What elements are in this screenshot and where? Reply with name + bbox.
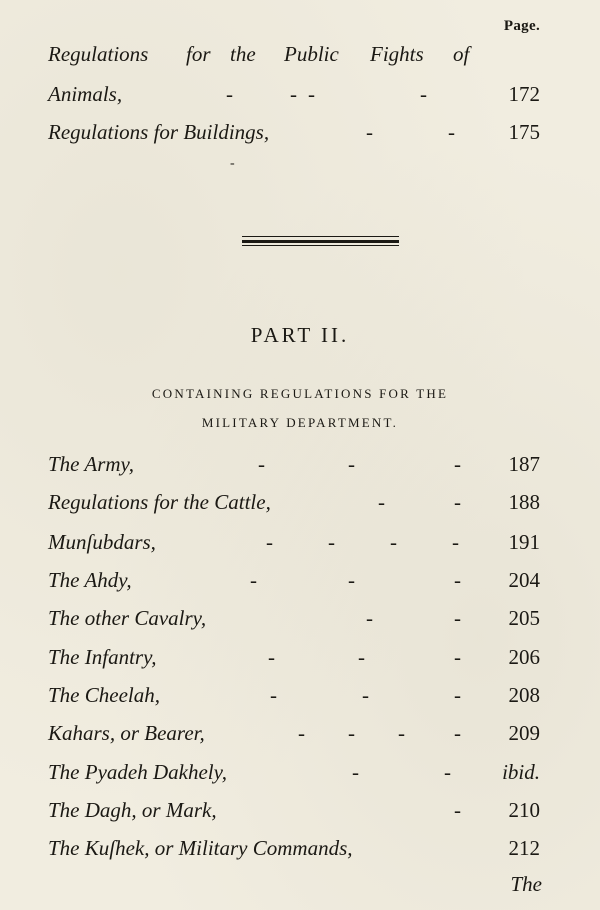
leader-dash: - bbox=[454, 645, 461, 669]
toc-entry-page: 204 bbox=[508, 568, 540, 592]
toc-entry bbox=[48, 490, 544, 524]
toc-entry-title: Regulations for the Cattle, bbox=[48, 490, 271, 514]
toc-entry-page: 172 bbox=[508, 82, 540, 106]
toc-entry-page: 175 bbox=[508, 120, 540, 144]
toc-entry bbox=[48, 82, 544, 116]
leader-dash: - bbox=[352, 760, 359, 784]
toc-word: for bbox=[186, 42, 211, 66]
leader-dash: - bbox=[362, 683, 369, 707]
toc-entry-title: Munſubdars, bbox=[48, 530, 156, 554]
section-rule bbox=[242, 240, 399, 243]
toc-entry-title: Regulations for Buildings, bbox=[48, 120, 270, 144]
leader-dash: - bbox=[454, 452, 461, 476]
leader-dash: - bbox=[448, 120, 455, 144]
stray-dash: - bbox=[230, 156, 235, 171]
toc-entry-title: The Ahdy, bbox=[48, 568, 132, 592]
section-rule bbox=[242, 236, 399, 237]
leader-dash: - bbox=[378, 490, 385, 514]
leader-dash: - bbox=[250, 568, 257, 592]
leader-dash: - bbox=[348, 721, 355, 745]
toc-entry bbox=[48, 645, 544, 679]
part-heading: PART II. bbox=[250, 323, 350, 347]
toc-entry bbox=[48, 452, 544, 486]
toc-entry-page: 187 bbox=[508, 452, 540, 476]
toc-word: the bbox=[230, 42, 256, 66]
leader-dash: - bbox=[398, 721, 405, 745]
toc-entry-page: ibid. bbox=[502, 760, 540, 784]
toc-entry-page: 212 bbox=[508, 836, 540, 860]
leader-dash: - bbox=[290, 82, 297, 106]
toc-entry-title: The Army, bbox=[48, 452, 134, 476]
toc-entry-page: 208 bbox=[508, 683, 540, 707]
leader-dash: - bbox=[298, 721, 305, 745]
section-rule bbox=[242, 245, 399, 246]
toc-entry-title: The Pyadeh Dakhely, bbox=[48, 760, 228, 784]
toc-entry-title: The Infantry, bbox=[48, 645, 157, 669]
leader-dash: - bbox=[358, 645, 365, 669]
leader-dash: - bbox=[444, 760, 451, 784]
leader-dash: - bbox=[454, 798, 461, 822]
toc-entry bbox=[48, 683, 544, 717]
leader-dash: - bbox=[258, 452, 265, 476]
toc-entry bbox=[48, 530, 544, 564]
leader-dash: - bbox=[366, 606, 373, 630]
leader-dash: - bbox=[270, 683, 277, 707]
toc-entry-title: The Cheelah, bbox=[48, 683, 160, 707]
toc-entry-page: 191 bbox=[508, 530, 540, 554]
leader-dash: - bbox=[266, 530, 273, 554]
leader-dash: - bbox=[454, 568, 461, 592]
leader-dash: - bbox=[454, 490, 461, 514]
leader-dash: - bbox=[454, 721, 461, 745]
toc-entry-page: 206 bbox=[508, 645, 540, 669]
toc-entry bbox=[48, 721, 544, 755]
toc-word: of bbox=[453, 42, 470, 66]
toc-entry-page: 209 bbox=[508, 721, 540, 745]
toc-word: Fights bbox=[370, 42, 424, 66]
leader-dash: - bbox=[348, 568, 355, 592]
toc-entry bbox=[48, 798, 544, 832]
leader-dash: - bbox=[454, 683, 461, 707]
leader-dash: - bbox=[226, 82, 233, 106]
toc-entry-title: The other Cavalry, bbox=[48, 606, 207, 630]
page-column-label: Page. bbox=[503, 18, 540, 34]
toc-entry-page: 205 bbox=[508, 606, 540, 630]
toc-word: Regulations bbox=[48, 42, 149, 66]
toc-entry-title: Animals, bbox=[48, 82, 123, 106]
leader-dash: - bbox=[454, 606, 461, 630]
toc-word: Public bbox=[284, 42, 339, 66]
leader-dash: - bbox=[328, 530, 335, 554]
leader-dash: - bbox=[390, 530, 397, 554]
leader-dash: - bbox=[420, 82, 427, 106]
toc-entry bbox=[48, 568, 544, 602]
toc-entry-page: 188 bbox=[508, 490, 540, 514]
toc-entry-title: The Dagh, or Mark, bbox=[48, 798, 217, 822]
leader-dash: - bbox=[452, 530, 459, 554]
toc-entry-title-line bbox=[48, 42, 544, 72]
toc-entry bbox=[48, 606, 544, 640]
toc-entry bbox=[48, 836, 544, 870]
catchword: The bbox=[510, 872, 542, 896]
leader-dash: - bbox=[308, 82, 315, 106]
part-subheading: CONTAINING REGULATIONS FOR THE bbox=[151, 386, 449, 401]
toc-entry-title: Kahars, or Bearer, bbox=[48, 721, 205, 745]
leader-dash: - bbox=[268, 645, 275, 669]
leader-dash: - bbox=[348, 452, 355, 476]
toc-entry-title: The Kuſhek, or Military Commands, bbox=[48, 836, 353, 860]
toc-entry-page: 210 bbox=[508, 798, 540, 822]
toc-entry bbox=[48, 760, 544, 794]
leader-dash: - bbox=[366, 120, 373, 144]
part-subheading: MILITARY DEPARTMENT. bbox=[201, 415, 399, 430]
toc-entry bbox=[48, 120, 544, 154]
